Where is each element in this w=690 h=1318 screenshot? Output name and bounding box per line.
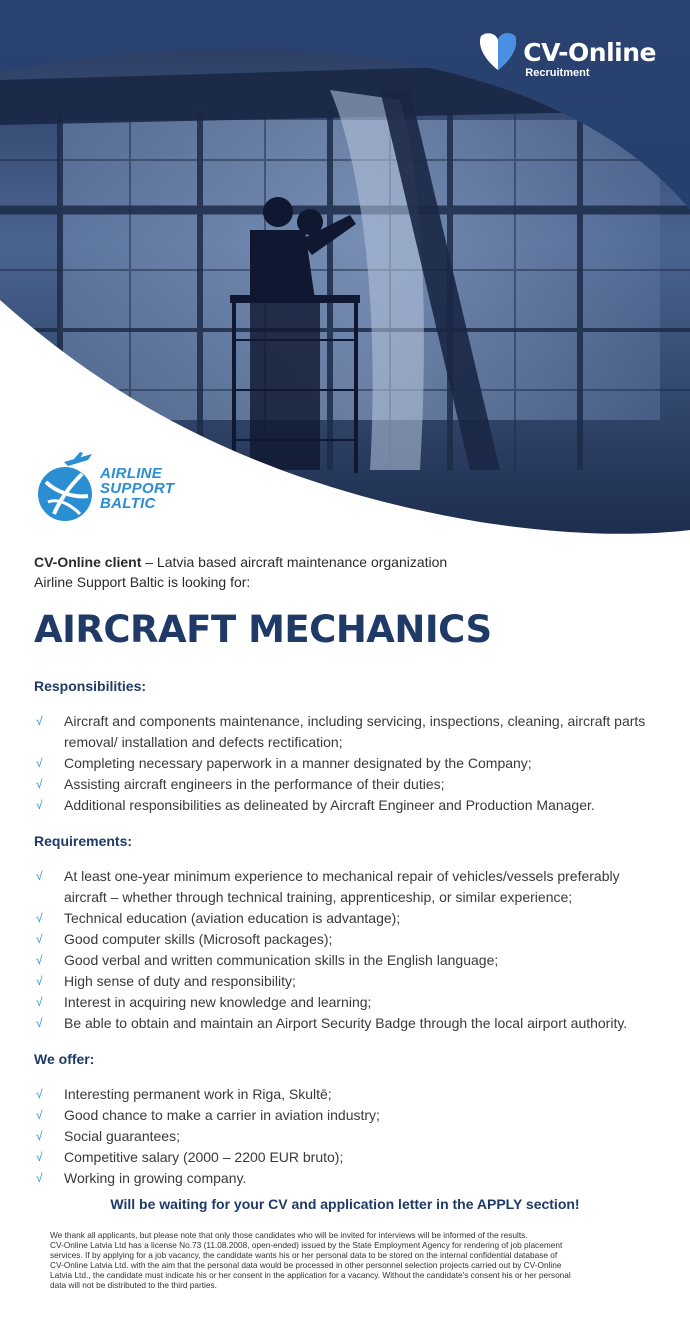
list-item: √ Good chance to make a carrier in aviation industry; <box>34 1105 662 1126</box>
check-icon: √ <box>36 1016 43 1030</box>
disclaimer-line: We thank all applicants, but please note that only those candidates who will be invited for interviews will be informed of the results. <box>50 1230 528 1240</box>
list-item: √ Technical education (aviation education is advantage); <box>34 908 662 929</box>
check-icon: √ <box>36 1129 43 1143</box>
intro-line-1: – Latvia based aircraft maintenance organization <box>141 554 448 570</box>
responsibilities-list <box>34 711 662 816</box>
client-logo-line-3: BALTIC <box>100 494 156 512</box>
list-item: √ Social guarantees; <box>34 1126 662 1147</box>
airplane-globe-logo-icon <box>34 452 96 524</box>
list-item: √ Good computer skills (Microsoft packages); <box>34 929 662 950</box>
responsibilities-heading: Responsibilities: <box>34 678 147 694</box>
check-icon: √ <box>36 798 43 812</box>
offer-list <box>34 1084 662 1189</box>
client-label: CV-Online client <box>34 554 142 570</box>
client-logo <box>34 452 174 524</box>
disclaimer-line: services. If by applying for a job vacancy, the candidate wants his or her personal data to be stored on the internal confidential database of <box>50 1250 558 1260</box>
check-icon: √ <box>36 1087 43 1101</box>
disclaimer-line: Latvia Ltd., the candidate must indicate his or her consent in the application for a vacancy. Without the candidate's consent his or her personal <box>50 1270 571 1280</box>
cv-online-name: CV-Online <box>523 38 656 67</box>
intro-line-2: Airline Support Baltic is looking for: <box>34 574 251 590</box>
list-item: √ Aircraft and components maintenance, including servicing, inspections, cleaning, aircraft parts removal/ installation and defects rectification; <box>36 713 646 750</box>
check-icon: √ <box>36 953 43 967</box>
list-item: √ Interest in acquiring new knowledge and learning; <box>34 992 662 1013</box>
disclaimer <box>50 1230 646 1290</box>
check-icon: √ <box>36 869 43 883</box>
offer-heading: We offer: <box>34 1051 95 1067</box>
job-ad-body <box>34 552 662 1189</box>
list-item: √ Working in growing company. <box>34 1168 662 1189</box>
check-icon: √ <box>36 974 43 988</box>
list-item: √ Assisting aircraft engineers in the performance of their duties; <box>34 774 662 795</box>
list-item: √ Additional responsibilities as delineated by Aircraft Engineer and Production Manager. <box>34 795 662 816</box>
check-icon: √ <box>36 932 43 946</box>
check-icon: √ <box>36 714 43 728</box>
intro-text <box>34 552 662 592</box>
list-item: √ High sense of duty and responsibility; <box>34 971 662 992</box>
list-item: √ At least one-year minimum experience to mechanical repair of vehicles/vessels preferably aircraft – whether through technical training, apprenticeship, or similar experience; <box>36 868 620 905</box>
requirements-list <box>34 866 662 1034</box>
disclaimer-line: CV-Online Latvia Ltd has a license No.73 (11.08.2008, open-ended) issued by the State Employment Agency for rendering of job placement <box>50 1240 563 1250</box>
client-logo-line-2: SUPPORT <box>100 479 175 497</box>
apply-call-to-action: Will be waiting for your CV and application letter in the APPLY section! <box>110 1196 580 1212</box>
disclaimer-line: CV-Online Latvia Ltd. with the aim that the personal data would be processed in other personnel selection projects carried out by CV-Online <box>50 1260 562 1270</box>
heart-shield-logo-icon <box>477 30 519 74</box>
check-icon: √ <box>36 1171 43 1185</box>
check-icon: √ <box>36 756 43 770</box>
check-icon: √ <box>36 1108 43 1122</box>
list-item: √ Interesting permanent work in Riga, Skultē; <box>34 1084 662 1105</box>
list-item: √ Good verbal and written communication skills in the English language; <box>34 950 662 971</box>
check-icon: √ <box>36 911 43 925</box>
disclaimer-line: data will not be distributed to the third parties. <box>50 1280 217 1290</box>
job-title: AIRCRAFT MECHANICS <box>34 608 492 651</box>
list-item: √ Be able to obtain and maintain an Airport Security Badge through the local airport authority. <box>34 1013 662 1034</box>
client-logo-line-1: AIRLINE <box>100 464 163 482</box>
requirements-heading: Requirements: <box>34 833 133 849</box>
check-icon: √ <box>36 1150 43 1164</box>
check-icon: √ <box>36 995 43 1009</box>
check-icon: √ <box>36 777 43 791</box>
cv-online-sub: Recruitment <box>525 67 590 79</box>
list-item: √ Competitive salary (2000 – 2200 EUR bruto); <box>34 1147 662 1168</box>
list-item: √ Completing necessary paperwork in a manner designated by the Company; <box>34 753 662 774</box>
cv-online-logo <box>477 30 656 79</box>
